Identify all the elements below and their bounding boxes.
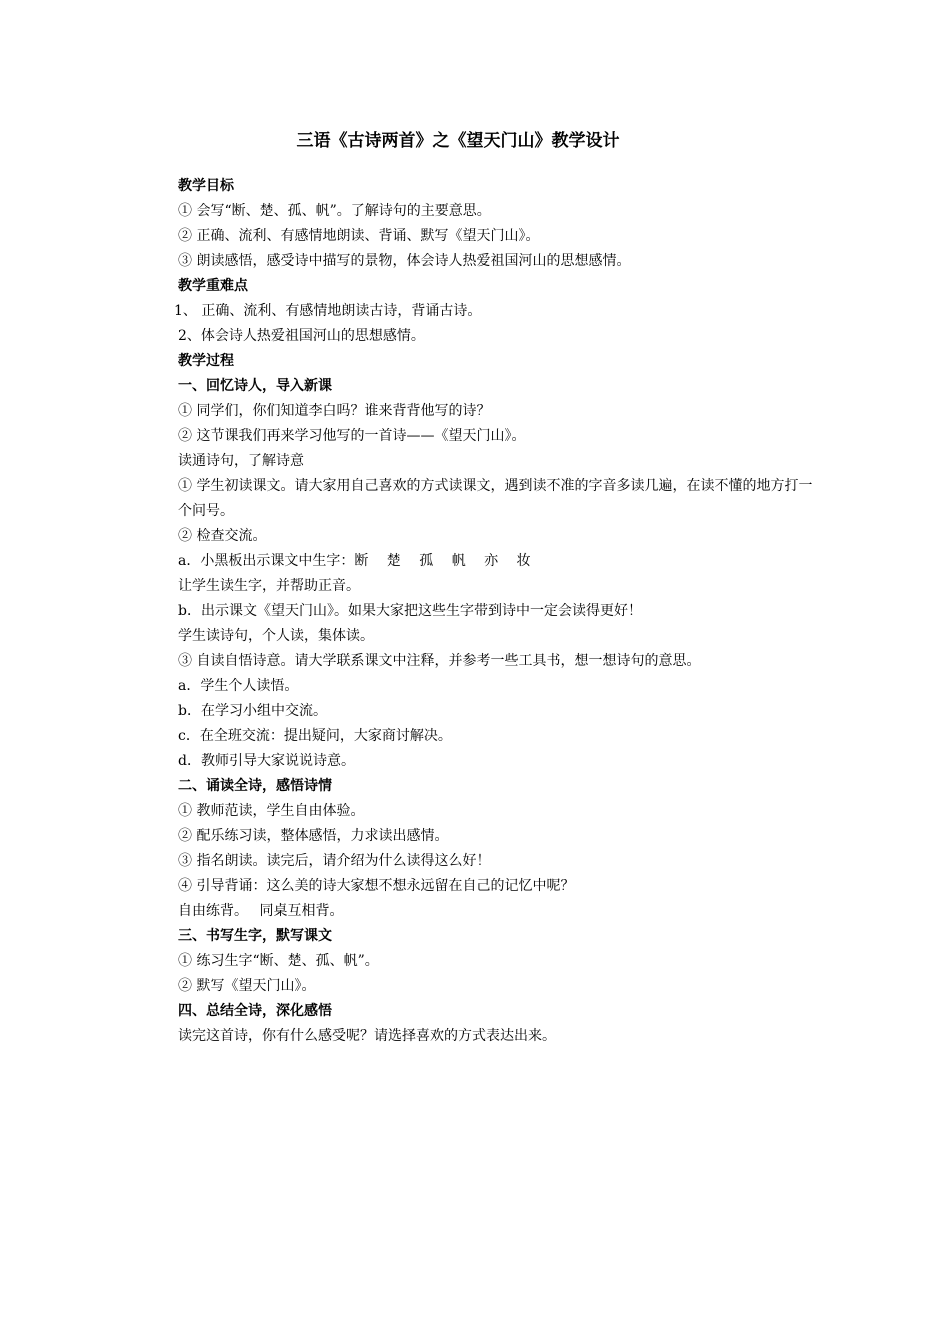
objective-item: ① 会写“断、楚、孤、帆”。了解诗句的主要意思。 bbox=[178, 203, 491, 219]
objectives-heading: 教学目标 bbox=[178, 178, 234, 194]
section-line: d．教师引导大家说说诗意。 bbox=[178, 753, 355, 769]
section-line: a．学生个人读悟。 bbox=[178, 678, 299, 694]
document-title: 三语《古诗两首》之《望天门山》教学设计 bbox=[296, 131, 620, 151]
section-heading: 三、书写生字，默写课文 bbox=[178, 928, 332, 944]
keypoint-item: 1、 正确、流利、有感情地朗读古诗，背诵古诗。 bbox=[174, 303, 482, 319]
section-line: ② 配乐练习读，整体感悟，力求读出感情。 bbox=[178, 828, 449, 844]
section-line: ① 练习生字“断、楚、孤、帆”。 bbox=[178, 953, 379, 969]
section-line: a．小黑板出示课文中生字：断 楚 孤 帆 亦 妆 bbox=[178, 553, 531, 569]
section-line: 学生读诗句，个人读，集体读。 bbox=[178, 628, 374, 644]
section-heading: 一、回忆诗人，导入新课 bbox=[178, 378, 332, 394]
section-line: ③ 指名朗读。读完后，请介绍为什么读得这么好！ bbox=[178, 853, 491, 869]
section-line: 让学生读生字，并帮助正音。 bbox=[178, 578, 360, 594]
section-line: 自由练背。 同桌互相背。 bbox=[178, 903, 344, 919]
section-line: ① 同学们，你们知道李白吗？谁来背背他写的诗？ bbox=[178, 403, 491, 419]
section-line: b．在学习小组中交流。 bbox=[178, 703, 327, 719]
section-line: c．在全班交流：提出疑问，大家商讨解决。 bbox=[178, 728, 452, 744]
section-line: ③ 自读自悟诗意。请大学联系课文中注释，并参考一些工具书，想一想诗句的意思。 bbox=[178, 653, 701, 669]
section-heading: 四、总结全诗，深化感悟 bbox=[178, 1003, 332, 1019]
section-line: ② 默写《望天门山》。 bbox=[178, 978, 316, 994]
section-line: ② 这节课我们再来学习他写的一首诗——《望天门山》。 bbox=[178, 428, 526, 444]
section-line: 读完这首诗，你有什么感受呢？请选择喜欢的方式表达出来。 bbox=[178, 1028, 556, 1044]
process-heading: 教学过程 bbox=[178, 353, 234, 369]
objective-item: ② 正确、流利、有感情地朗读、背诵、默写《望天门山》。 bbox=[178, 228, 540, 244]
section-line: ① 学生初读课文。请大家用自己喜欢的方式读课文，遇到读不准的字音多读几遍，在读不懂的地方打一个问号。 bbox=[178, 478, 813, 519]
section-line: ② 检查交流。 bbox=[178, 528, 267, 544]
keypoints-heading: 教学重难点 bbox=[178, 278, 248, 294]
section-line: 读通诗句，了解诗意 bbox=[178, 453, 304, 469]
section-heading: 二、诵读全诗，感悟诗情 bbox=[178, 778, 332, 794]
section-line: b．出示课文《望天门山》。如果大家把这些生字带到诗中一定会读得更好！ bbox=[178, 603, 642, 619]
document-body bbox=[174, 174, 818, 1049]
section-line: ④ 引导背诵：这么美的诗大家想不想永远留在自己的记忆中呢？ bbox=[178, 878, 575, 894]
keypoint-item: 2、体会诗人热爱祖国河山的思想感情。 bbox=[178, 328, 425, 344]
section-line: ① 教师范读，学生自由体验。 bbox=[178, 803, 365, 819]
objective-item: ③ 朗读感悟，感受诗中描写的景物，体会诗人热爱祖国河山的思想感情。 bbox=[178, 253, 631, 269]
